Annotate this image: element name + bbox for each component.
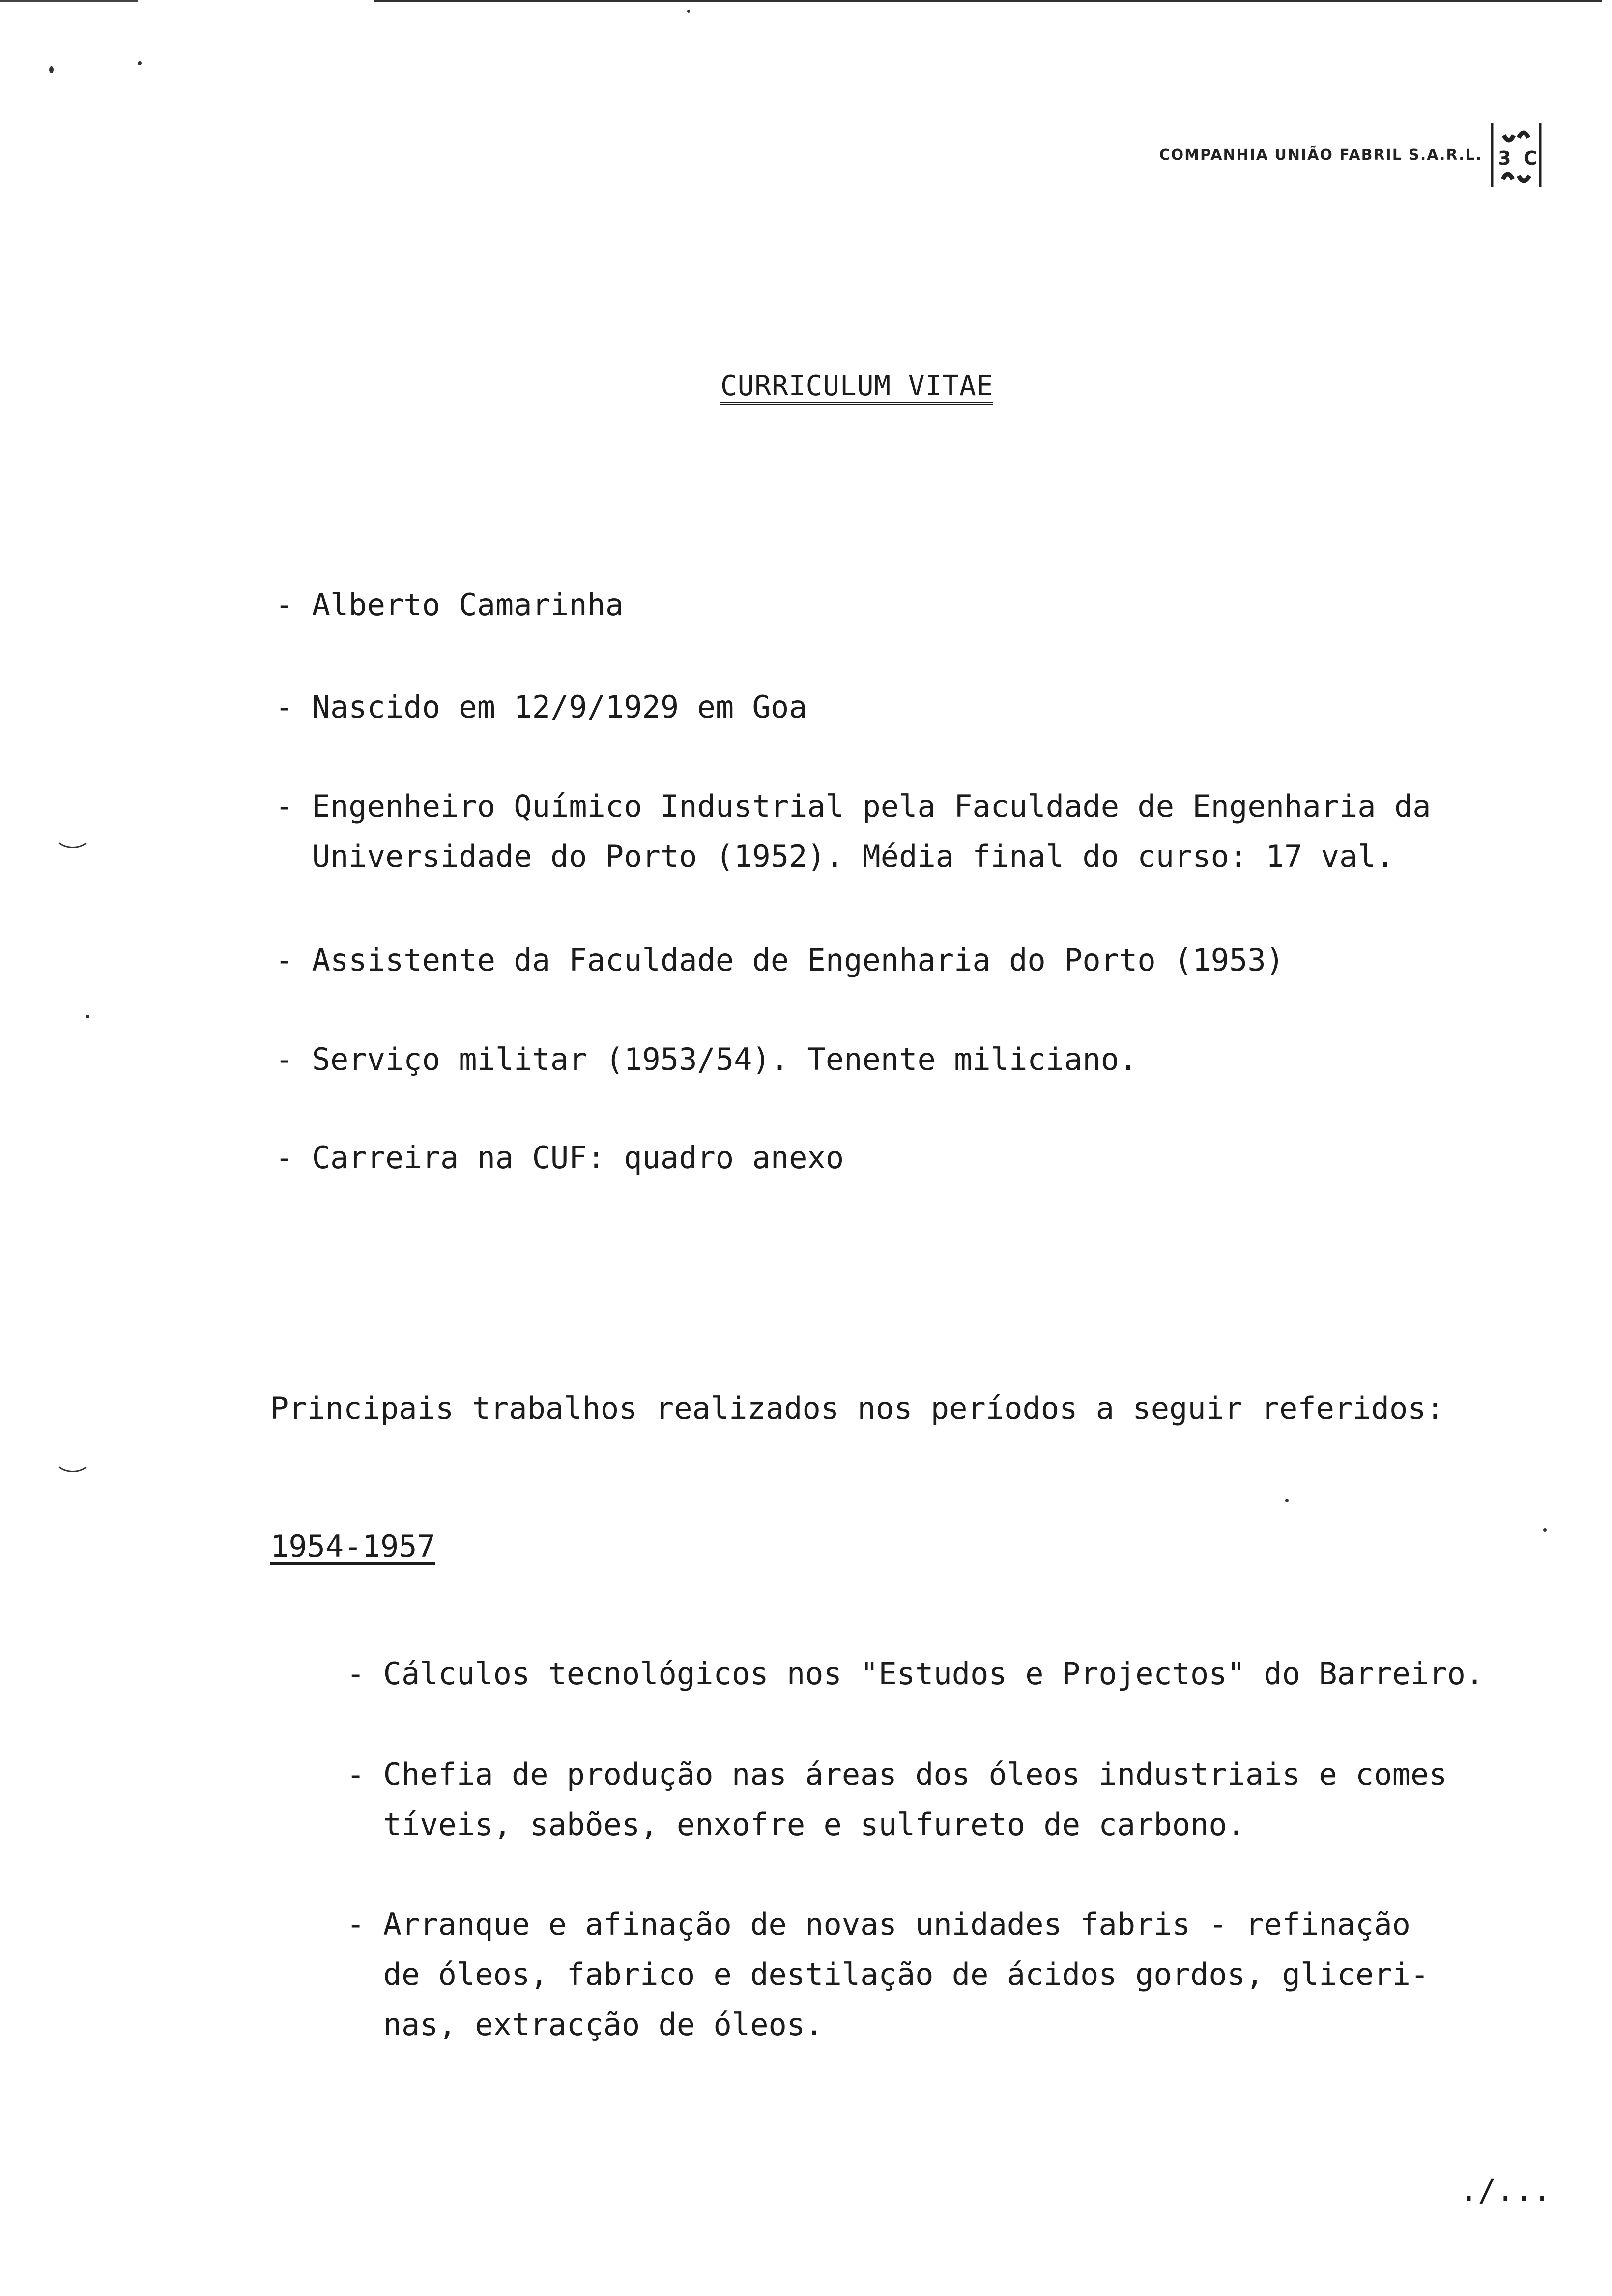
scan-speck	[1543, 1528, 1547, 1532]
scan-speck	[86, 1015, 89, 1018]
scan-mark	[54, 821, 91, 848]
personal-name: - Alberto Camarinha	[275, 587, 624, 623]
work-item-cont: tíveis, sabões, enxofre e sulfureto de carbono.	[346, 1807, 1246, 1842]
cuf-logo-icon	[1489, 118, 1543, 192]
work-item: - Cálculos tecnológicos nos "Estudos e Projectos" do Barreiro.	[346, 1656, 1484, 1692]
work-item-cont: nas, extracção de óleos.	[346, 2007, 824, 2042]
personal-birth: - Nascido em 12/9/1929 em Goa	[275, 689, 807, 725]
page-continuation: ./...	[1460, 2172, 1552, 2208]
top-rule-left	[0, 0, 138, 2]
company-name: COMPANHIA UNIÃO FABRIL S.A.R.L.	[1159, 146, 1482, 164]
scan-mark	[54, 1445, 91, 1472]
work-item-cont: de óleos, fabrico e destilação de ácidos gordos, gliceri-	[346, 1956, 1429, 1992]
scan-speck	[49, 66, 54, 73]
svg-text:C: C	[1524, 147, 1537, 169]
personal-career: - Carreira na CUF: quadro anexo	[275, 1140, 844, 1176]
work-item: - Arranque e afinação de novas unidades fabris - refinação	[346, 1906, 1410, 1942]
svg-text:3: 3	[1498, 147, 1511, 169]
scan-speck	[687, 10, 690, 13]
period-heading: 1954-1957	[270, 1528, 435, 1564]
scan-speck	[1285, 1499, 1289, 1502]
letterhead	[1159, 118, 1543, 192]
top-rule	[374, 0, 1602, 2]
personal-assistant: - Assistente da Faculdade de Engenharia do Porto (1953)	[275, 942, 1284, 978]
works-intro: Principais trabalhos realizados nos períodos a seguir referidos:	[270, 1390, 1444, 1426]
scan-speck	[138, 61, 142, 65]
work-item: - Chefia de produção nas áreas dos óleos industriais e comes	[346, 1756, 1447, 1792]
personal-degree-cont: Universidade do Porto (1952). Média final do curso: 17 val.	[275, 838, 1394, 874]
personal-military: - Serviço militar (1953/54). Tenente miliciano.	[275, 1041, 1138, 1077]
document-title: CURRICULUM VITAE	[720, 371, 993, 405]
personal-degree: - Engenheiro Químico Industrial pela Faculdade de Engenharia da	[275, 788, 1431, 824]
